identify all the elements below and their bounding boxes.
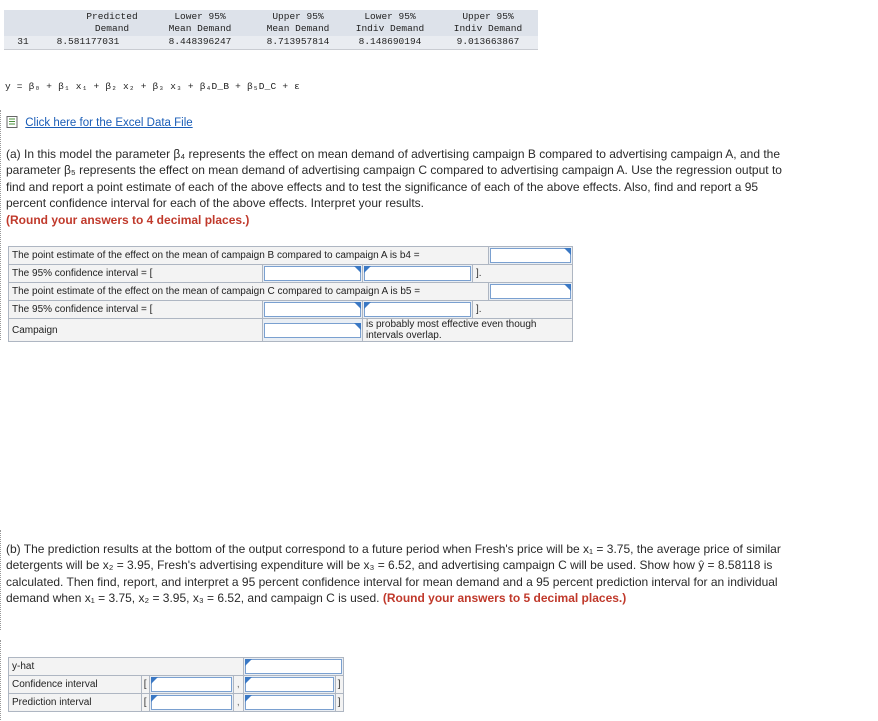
upper-indiv-value: 9.013663867 [456, 36, 520, 47]
header-lower-indiv [340, 11, 440, 35]
ci2-upper-cell [363, 301, 473, 319]
yhat-row [9, 658, 344, 676]
ci2-lower-cell [263, 301, 363, 319]
upper-mean-value: 8.713957814 [266, 36, 330, 47]
pi-row [9, 694, 344, 712]
part-b-answer-table [8, 657, 344, 712]
pi-close: ] [335, 694, 343, 712]
ci1-lower-input[interactable] [264, 266, 361, 281]
yhat-label: y-hat [9, 658, 244, 676]
header-line: Mean Demand [266, 23, 330, 34]
pi-open: [ [141, 694, 149, 712]
ci2-upper-input[interactable] [364, 302, 471, 317]
output-data-row [4, 36, 538, 50]
ci-comma: , [233, 676, 243, 694]
lower-mean-value: 8.448396247 [168, 36, 232, 47]
header-line: Indiv Demand [355, 23, 425, 34]
b5-row [9, 283, 573, 301]
ci2-lower-input[interactable] [264, 302, 361, 317]
ci-lower-input[interactable] [151, 677, 232, 692]
campaign-suffix: is probably most effective even though intervals overlap. [363, 319, 573, 342]
ci2-label: The 95% confidence interval = [ [9, 301, 263, 319]
ci-upper-cell [243, 676, 335, 694]
ci-row [9, 676, 344, 694]
header-line: Upper 95% [462, 11, 514, 22]
header-line: Upper 95% [272, 11, 324, 22]
excel-data-link-row[interactable] [6, 116, 193, 129]
output-header-row [4, 10, 538, 36]
campaign-row [9, 319, 573, 342]
left-divider [0, 530, 1, 630]
row-number: 31 [17, 36, 29, 47]
pi-label: Prediction interval [9, 694, 142, 712]
header-line: Demand [94, 23, 130, 34]
yhat-input-cell [243, 658, 343, 676]
ci-upper-input[interactable] [245, 677, 334, 692]
part-b-question [6, 541, 796, 607]
part-a-answer-table [8, 246, 573, 342]
pi-comma: , [233, 694, 243, 712]
pi-upper-cell [243, 694, 335, 712]
ci1-row [9, 265, 573, 283]
ci1-lower-cell [263, 265, 363, 283]
pi-upper-input[interactable] [245, 695, 334, 710]
pi-lower-cell [149, 694, 233, 712]
b4-input-cell [489, 247, 573, 265]
regression-output-table [4, 10, 538, 50]
campaign-select-cell [263, 319, 363, 342]
pi-lower-input[interactable] [151, 695, 232, 710]
campaign-label: Campaign [9, 319, 263, 342]
ci-lower-cell [149, 676, 233, 694]
header-upper-mean [248, 11, 348, 35]
predicted-demand-value: 8.581177031 [56, 36, 120, 47]
header-line: Mean Demand [168, 23, 232, 34]
part-b-instruction: (Round your answers to 5 decimal places.) [382, 591, 627, 606]
ci1-close: ]. [473, 265, 573, 283]
b5-label: The point estimate of the effect on the mean of campaign C compared to campaign A is b5 = [9, 283, 489, 301]
part-b-text: (b) The prediction results at the bottom of the output correspond to a future period when Fresh's price will be x₁ = 3.75, the average price of similar detergents will be x₂ = 3.95, Fresh's advertising expenditure will be x₃ = 6.52, and advertising campaign C will be used. Show how ŷ = 8.58118 is calculated. Then find, report, and interpret a 95 percent confidence interval for mean demand and a 95 percent prediction interval for an individual demand when x₁ = 3.75, x₂ = 3.95, x₃ = 6.52, and campaign C is used. [6, 542, 781, 606]
ci1-upper-input[interactable] [364, 266, 471, 281]
yhat-input[interactable] [245, 659, 342, 674]
header-predicted [62, 11, 162, 35]
header-line: Indiv Demand [453, 23, 523, 34]
ci1-label: The 95% confidence interval = [ [9, 265, 263, 283]
header-line: Lower 95% [174, 11, 226, 22]
b5-input-cell [489, 283, 573, 301]
part-a-instruction: (Round your answers to 4 decimal places.) [6, 212, 250, 227]
ci2-close: ]. [473, 301, 573, 319]
b4-input[interactable] [490, 248, 571, 263]
ci1-upper-cell [363, 265, 473, 283]
left-divider [0, 640, 1, 720]
left-divider [0, 110, 1, 340]
b4-row [9, 247, 573, 265]
ci-label: Confidence interval [9, 676, 142, 694]
ci-open: [ [141, 676, 149, 694]
lower-indiv-value: 8.148690194 [358, 36, 422, 47]
campaign-select[interactable] [264, 323, 361, 338]
header-line: Lower 95% [364, 11, 416, 22]
regression-equation: y = β₀ + β₁ x₁ + β₂ x₂ + β₃ x₃ + β₄D_B + β₅D_C + ε [5, 81, 301, 92]
ci-close: ] [335, 676, 343, 694]
document-icon [6, 116, 18, 128]
part-a-text: (a) In this model the parameter β₄ represents the effect on mean demand of advertising campaign B compared to advertising campaign A, and the parameter β₅ represents the effect on mean demand of advertising campaign C compared to advertising campaign A. Use the regression output to find and report a point estimate of each of the above effects and to test the significance of each of the above effects. Also, find and report a 95 percent confidence interval for each of the above effects. Interpret your results. [6, 147, 782, 211]
header-upper-indiv [438, 11, 538, 35]
b5-input[interactable] [490, 284, 571, 299]
ci2-row [9, 301, 573, 319]
header-line: Predicted [86, 11, 138, 22]
excel-data-link[interactable]: Click here for the Excel Data File [25, 117, 193, 129]
b4-label: The point estimate of the effect on the mean of campaign B compared to campaign A is b4 = [9, 247, 489, 265]
part-a-question [6, 146, 796, 228]
header-lower-mean [150, 11, 250, 35]
